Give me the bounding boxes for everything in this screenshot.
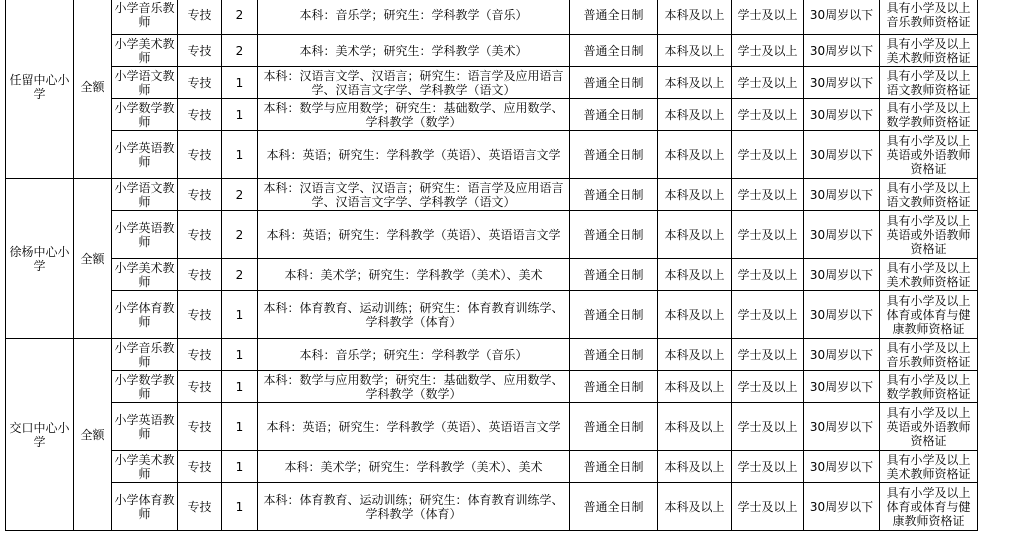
major-cell: 本科：英语；研究生：学科教学（英语）、英语语言文学 (258, 211, 570, 259)
type-cell: 专技 (178, 371, 222, 403)
study-mode-cell: 普通全日制 (570, 0, 658, 35)
age-limit-cell: 30周岁以下 (804, 451, 880, 483)
table-row (6, 259, 978, 291)
count-cell: 1 (222, 99, 258, 131)
major-cell: 本科：数学与应用数学；研究生：基础数学、应用数学、学科教学（数学） (258, 371, 570, 403)
age-limit-cell: 30周岁以下 (804, 371, 880, 403)
table-row (6, 291, 978, 339)
major-cell: 本科：音乐学；研究生：学科教学（音乐） (258, 0, 570, 35)
degree-cell: 学士及以上 (732, 99, 804, 131)
degree-cell: 学士及以上 (732, 35, 804, 67)
major-cell: 本科：数学与应用数学；研究生：基础数学、应用数学、学科教学（数学） (258, 99, 570, 131)
degree-cell: 学士及以上 (732, 259, 804, 291)
count-cell: 2 (222, 259, 258, 291)
degree-cell: 学士及以上 (732, 67, 804, 99)
study-mode-cell: 普通全日制 (570, 259, 658, 291)
degree-cell: 学士及以上 (732, 131, 804, 179)
post-cell: 小学美术教师 (112, 259, 178, 291)
post-cell: 小学音乐教师 (112, 0, 178, 35)
study-mode-cell: 普通全日制 (570, 371, 658, 403)
type-cell: 专技 (178, 483, 222, 531)
major-cell: 本科：美术学；研究生：学科教学（美术）、美术 (258, 451, 570, 483)
certificate-cell: 具有小学及以上音乐教师资格证 (880, 0, 978, 35)
study-mode-cell: 普通全日制 (570, 99, 658, 131)
education-cell: 本科及以上 (658, 259, 732, 291)
degree-cell: 学士及以上 (732, 291, 804, 339)
table-row (6, 179, 978, 211)
table-row (6, 99, 978, 131)
post-cell: 小学语文教师 (112, 67, 178, 99)
age-limit-cell: 30周岁以下 (804, 211, 880, 259)
count-cell: 2 (222, 179, 258, 211)
type-cell: 专技 (178, 291, 222, 339)
study-mode-cell: 普通全日制 (570, 179, 658, 211)
post-cell: 小学美术教师 (112, 35, 178, 67)
education-cell: 本科及以上 (658, 131, 732, 179)
degree-cell: 学士及以上 (732, 483, 804, 531)
certificate-cell: 具有小学及以上数学教师资格证 (880, 99, 978, 131)
age-limit-cell: 30周岁以下 (804, 291, 880, 339)
funding-type-cell: 全额 (74, 179, 112, 339)
certificate-cell: 具有小学及以上语文教师资格证 (880, 179, 978, 211)
count-cell: 2 (222, 0, 258, 35)
age-limit-cell: 30周岁以下 (804, 179, 880, 211)
education-cell: 本科及以上 (658, 451, 732, 483)
study-mode-cell: 普通全日制 (570, 483, 658, 531)
type-cell: 专技 (178, 451, 222, 483)
count-cell: 1 (222, 451, 258, 483)
type-cell: 专技 (178, 179, 222, 211)
study-mode-cell: 普通全日制 (570, 211, 658, 259)
table-body (6, 0, 978, 531)
degree-cell: 学士及以上 (732, 0, 804, 35)
education-cell: 本科及以上 (658, 371, 732, 403)
education-cell: 本科及以上 (658, 211, 732, 259)
certificate-cell: 具有小学及以上体育或体育与健康教师资格证 (880, 291, 978, 339)
post-cell: 小学体育教师 (112, 291, 178, 339)
type-cell: 专技 (178, 211, 222, 259)
degree-cell: 学士及以上 (732, 179, 804, 211)
certificate-cell: 具有小学及以上体育或体育与健康教师资格证 (880, 483, 978, 531)
certificate-cell: 具有小学及以上英语或外语教师资格证 (880, 131, 978, 179)
study-mode-cell: 普通全日制 (570, 451, 658, 483)
count-cell: 1 (222, 67, 258, 99)
certificate-cell: 具有小学及以上数学教师资格证 (880, 371, 978, 403)
degree-cell: 学士及以上 (732, 451, 804, 483)
age-limit-cell: 30周岁以下 (804, 259, 880, 291)
table-row (6, 35, 978, 67)
type-cell: 专技 (178, 339, 222, 371)
study-mode-cell: 普通全日制 (570, 67, 658, 99)
age-limit-cell: 30周岁以下 (804, 339, 880, 371)
type-cell: 专技 (178, 259, 222, 291)
school-name-cell: 徐杨中心小学 (6, 179, 74, 339)
count-cell: 1 (222, 403, 258, 451)
major-cell: 本科：汉语言文学、汉语言；研究生：语言学及应用语言学、汉语言文字学、学科教学（语文） (258, 179, 570, 211)
age-limit-cell: 30周岁以下 (804, 483, 880, 531)
count-cell: 1 (222, 339, 258, 371)
type-cell: 专技 (178, 67, 222, 99)
table-row (6, 67, 978, 99)
study-mode-cell: 普通全日制 (570, 403, 658, 451)
count-cell: 1 (222, 291, 258, 339)
type-cell: 专技 (178, 99, 222, 131)
study-mode-cell: 普通全日制 (570, 35, 658, 67)
post-cell: 小学体育教师 (112, 483, 178, 531)
table-row (6, 0, 978, 35)
major-cell: 本科：美术学；研究生：学科教学（美术）、美术 (258, 259, 570, 291)
funding-type-cell: 全额 (74, 0, 112, 179)
recruitment-table (5, 0, 978, 531)
table-row (6, 339, 978, 371)
table-row (6, 483, 978, 531)
age-limit-cell: 30周岁以下 (804, 403, 880, 451)
age-limit-cell: 30周岁以下 (804, 131, 880, 179)
certificate-cell: 具有小学及以上美术教师资格证 (880, 35, 978, 67)
major-cell: 本科：体育教育、运动训练；研究生：体育教育训练学、学科教学（体育） (258, 291, 570, 339)
education-cell: 本科及以上 (658, 0, 732, 35)
certificate-cell: 具有小学及以上语文教师资格证 (880, 67, 978, 99)
education-cell: 本科及以上 (658, 339, 732, 371)
education-cell: 本科及以上 (658, 403, 732, 451)
count-cell: 1 (222, 131, 258, 179)
age-limit-cell: 30周岁以下 (804, 0, 880, 35)
age-limit-cell: 30周岁以下 (804, 67, 880, 99)
major-cell: 本科：音乐学；研究生：学科教学（音乐） (258, 339, 570, 371)
education-cell: 本科及以上 (658, 483, 732, 531)
education-cell: 本科及以上 (658, 67, 732, 99)
post-cell: 小学数学教师 (112, 99, 178, 131)
degree-cell: 学士及以上 (732, 211, 804, 259)
type-cell: 专技 (178, 403, 222, 451)
education-cell: 本科及以上 (658, 291, 732, 339)
major-cell: 本科：汉语言文学、汉语言；研究生：语言学及应用语言学、汉语言文字学、学科教学（语文） (258, 67, 570, 99)
table-row (6, 131, 978, 179)
funding-type-cell: 全额 (74, 339, 112, 531)
table-row (6, 211, 978, 259)
age-limit-cell: 30周岁以下 (804, 99, 880, 131)
education-cell: 本科及以上 (658, 179, 732, 211)
degree-cell: 学士及以上 (732, 371, 804, 403)
post-cell: 小学英语教师 (112, 131, 178, 179)
major-cell: 本科：体育教育、运动训练；研究生：体育教育训练学、学科教学（体育） (258, 483, 570, 531)
post-cell: 小学英语教师 (112, 403, 178, 451)
education-cell: 本科及以上 (658, 99, 732, 131)
school-name-cell: 任留中心小学 (6, 0, 74, 179)
table-row (6, 403, 978, 451)
table-row (6, 451, 978, 483)
degree-cell: 学士及以上 (732, 339, 804, 371)
study-mode-cell: 普通全日制 (570, 131, 658, 179)
type-cell: 专技 (178, 131, 222, 179)
certificate-cell: 具有小学及以上音乐教师资格证 (880, 339, 978, 371)
major-cell: 本科：英语；研究生：学科教学（英语）、英语语言文学 (258, 403, 570, 451)
post-cell: 小学语文教师 (112, 179, 178, 211)
post-cell: 小学音乐教师 (112, 339, 178, 371)
type-cell: 专技 (178, 0, 222, 35)
count-cell: 1 (222, 371, 258, 403)
age-limit-cell: 30周岁以下 (804, 35, 880, 67)
major-cell: 本科：美术学；研究生：学科教学（美术） (258, 35, 570, 67)
study-mode-cell: 普通全日制 (570, 291, 658, 339)
post-cell: 小学数学教师 (112, 371, 178, 403)
count-cell: 2 (222, 35, 258, 67)
certificate-cell: 具有小学及以上英语或外语教师资格证 (880, 211, 978, 259)
school-name-cell: 交口中心小学 (6, 339, 74, 531)
education-cell: 本科及以上 (658, 35, 732, 67)
study-mode-cell: 普通全日制 (570, 339, 658, 371)
table-row (6, 371, 978, 403)
certificate-cell: 具有小学及以上美术教师资格证 (880, 259, 978, 291)
major-cell: 本科：英语；研究生：学科教学（英语）、英语语言文学 (258, 131, 570, 179)
degree-cell: 学士及以上 (732, 403, 804, 451)
count-cell: 1 (222, 483, 258, 531)
type-cell: 专技 (178, 35, 222, 67)
count-cell: 2 (222, 211, 258, 259)
certificate-cell: 具有小学及以上美术教师资格证 (880, 451, 978, 483)
certificate-cell: 具有小学及以上英语或外语教师资格证 (880, 403, 978, 451)
post-cell: 小学美术教师 (112, 451, 178, 483)
post-cell: 小学英语教师 (112, 211, 178, 259)
